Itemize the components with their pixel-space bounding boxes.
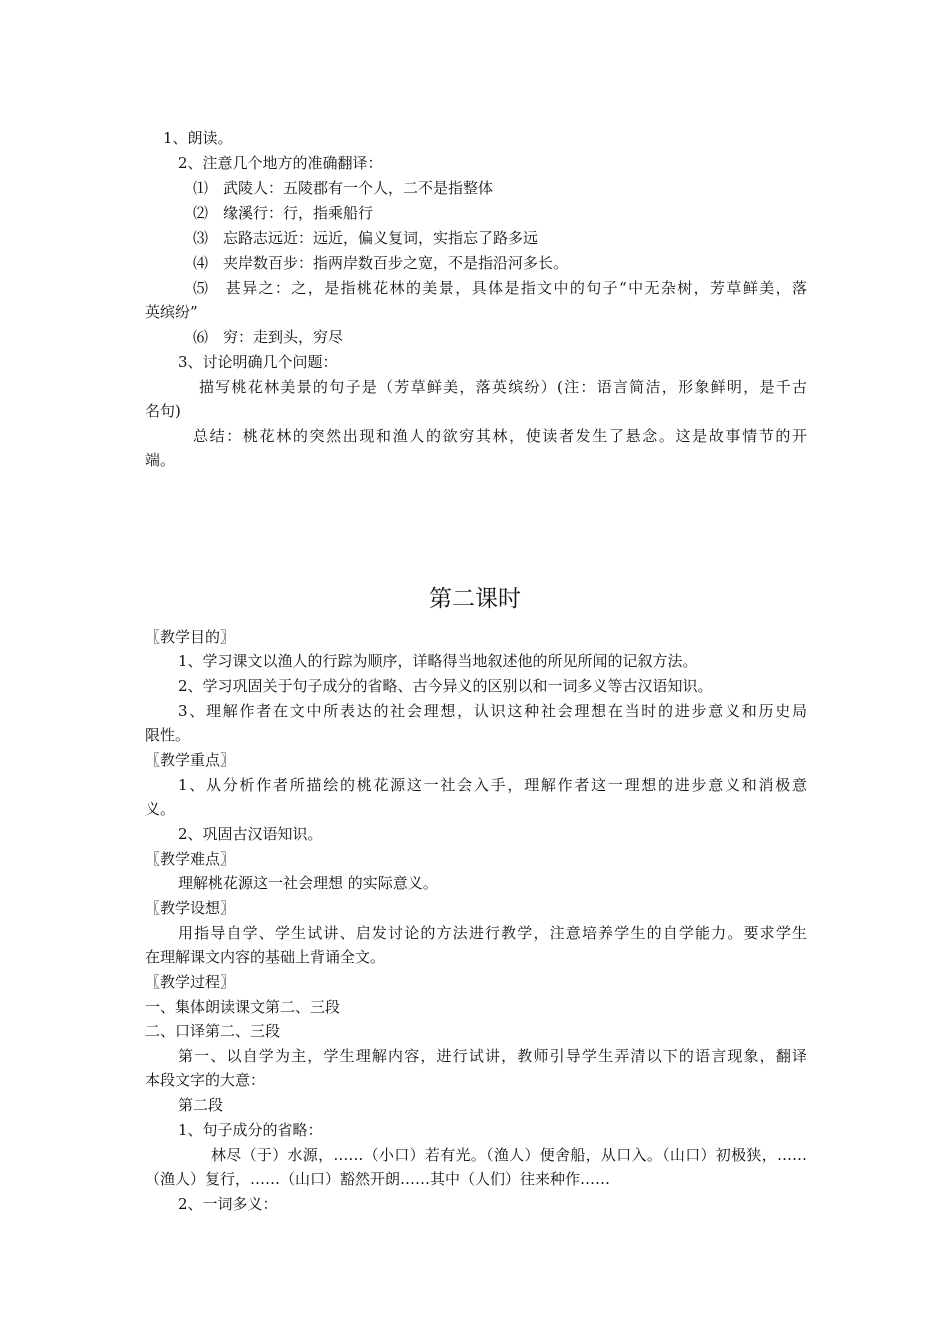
design-line2: 在理解课文内容的基础上背诵全文。 <box>145 948 386 966</box>
step-discussion-heading: 3、讨论明确几个问题： <box>178 353 338 371</box>
polysemy-heading: 2、一词多义： <box>178 1195 278 1213</box>
translation-item-1: ⑴ 武陵人：五陵郡有一个人，二不是指整体 <box>193 179 494 197</box>
omission-heading: 1、句子成分的省略： <box>178 1121 323 1139</box>
process-heading: 〖教学过程〗 <box>145 973 236 991</box>
design-heading: 〖教学设想〗 <box>145 899 236 917</box>
translation-item-2: ⑵ 缘溪行：行，指乘船行 <box>193 204 374 222</box>
translation-item-5-line2: 英缤纷” <box>145 303 198 321</box>
translation-item-4: ⑷ 夹岸数百步：指两岸数百步之宽，不是指沿河多长。 <box>193 254 569 272</box>
paragraph-two-heading: 第二段 <box>178 1096 224 1114</box>
summary-line1: 总结：桃花林的突然出现和渔人的欲穷其林，使读者发生了悬念。这是故事情节的开 <box>193 427 807 445</box>
goal-2: 2、学习巩固关于句子成分的省略、古今异义的区别以和一词多义等古汉语知识。 <box>178 677 713 695</box>
key-point-2: 2、巩固古汉语知识。 <box>178 825 323 843</box>
difficulty-heading: 〖教学难点〗 <box>145 850 236 868</box>
translation-item-6: ⑹ 穷：走到头，穷尽 <box>193 328 344 346</box>
lesson-title: 第二课时 <box>429 586 521 612</box>
process-step-2: 二、口译第二、三段 <box>145 1022 281 1040</box>
step-translation-heading: 2、注意几个地方的准确翻译： <box>178 154 383 172</box>
process-step-1: 一、集体朗读课文第二、三段 <box>145 998 341 1016</box>
key-point-1-line1: 1、从分析作者所描绘的桃花源这一社会入手，理解作者这一理想的进步意义和消极意 <box>178 776 807 794</box>
translation-item-3: ⑶ 忘路志远近：远近，偏义复词，实指忘了路多远 <box>193 229 539 247</box>
omission-line2: （渔人）复行，……（山口）豁然开朗……其中（人们）往来种作…… <box>145 1170 611 1188</box>
key-points-heading: 〖教学重点〗 <box>145 751 236 769</box>
goal-3-line1: 3、理解作者在文中所表达的社会理想，认识这种社会理想在当时的进步意义和历史局 <box>178 702 807 720</box>
difficulty-1: 理解桃花源这一社会理想 的实际意义。 <box>178 874 438 892</box>
goal-3-line2: 限性。 <box>145 726 191 744</box>
description-line1: 描写桃花林美景的句子是（芳草鲜美，落英缤纷）(注：语言简洁，形象鲜明，是千古 <box>199 378 807 396</box>
step-read: 1、朗读。 <box>163 129 233 147</box>
goals-heading: 〖教学目的〗 <box>145 628 236 646</box>
goal-1: 1、学习课文以渔人的行踪为顺序，详略得当地叙述他的所见所闻的记叙方法。 <box>178 652 698 670</box>
description-line2: 名句) <box>145 402 181 420</box>
design-line1: 用指导自学、学生试讲、启发讨论的方法进行教学，注意培养学生的自学能力。要求学生 <box>178 924 807 942</box>
summary-line2: 端。 <box>145 451 176 469</box>
translation-item-5-line1: ⑸ 甚异之：之，是指桃花林的美景，具体是指文中的句子“中无杂树，芳草鲜美，落 <box>193 279 807 297</box>
process-detail-line1: 第一、以自学为主，学生理解内容，进行试讲，教师引导学生弄清以下的语言现象，翻译 <box>178 1047 807 1065</box>
key-point-1-line2: 义。 <box>145 800 176 818</box>
process-detail-line2: 本段文字的大意： <box>145 1071 266 1089</box>
omission-line1: 林尽（于）水源，……（小口）若有光。（渔人）便舍船，从口入。（山口）初极狭，…… <box>211 1146 807 1164</box>
